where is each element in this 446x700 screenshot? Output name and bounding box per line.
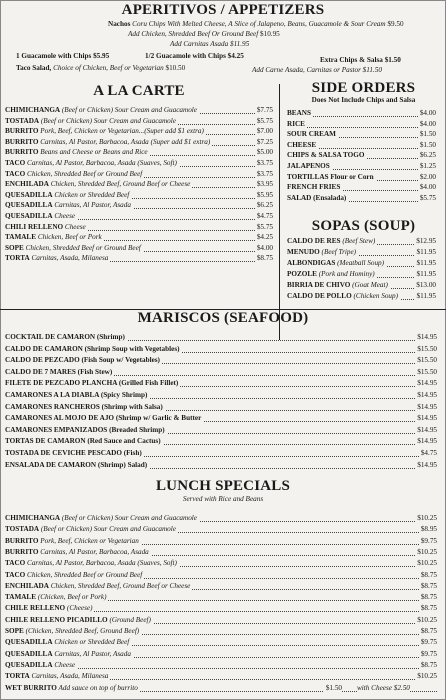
a-la-carte-title: A LA CARTE (93, 83, 185, 99)
mariscos-item (5, 426, 437, 435)
item-name: CHILE RELLENO (5, 604, 66, 613)
item-price: $5.95 (256, 190, 273, 199)
item-text (5, 537, 141, 546)
item-price: $11.95 (416, 259, 436, 267)
item-name: TAMALE (5, 593, 37, 602)
column-divider (279, 84, 280, 340)
item-name: CALDO DE PEZCADO (Fish Soup w/ Vegetables) (5, 356, 160, 365)
item-text (287, 194, 348, 203)
item-desc: (Chicken Soup) (351, 292, 399, 300)
item-desc: Chicken, Beef or Pork (36, 233, 102, 242)
item-desc: (Chicken, Beef or Pork) (36, 593, 107, 602)
item-name: JALAPENOS (287, 162, 330, 170)
item-price: $5.75 (256, 116, 273, 125)
item-text (5, 333, 127, 342)
item-text (5, 548, 151, 557)
item-name: CHIPS & SALSA TOGO (287, 151, 365, 160)
item-price: $3.75 (256, 169, 273, 178)
item-desc: (Ground Beef) (107, 615, 151, 624)
add-carne-line: Add Carne Asada, Carnitas or Pastor $11.50 (252, 66, 382, 74)
sopa-item (287, 259, 436, 268)
item-name: ENCHILADA (5, 581, 49, 590)
add-chicken-line (128, 30, 280, 39)
item-price: $8.75 (420, 581, 437, 590)
item-text (5, 604, 94, 613)
nachos-line (108, 20, 428, 29)
item-text (5, 616, 153, 625)
item-price: $6.25 (256, 201, 273, 210)
item-desc: Chicken, Shredded Beef, Ground Beef or Cheese (48, 581, 191, 590)
item-price: $13.00 (416, 281, 436, 289)
sopas-title: SOPAS (SOUP) (311, 218, 416, 234)
item-name: POZOLE (287, 270, 317, 278)
item-name: CHILI RELLENO (5, 222, 64, 231)
item-price: $5.75 (419, 193, 436, 202)
item-price: $10.25 (417, 547, 437, 556)
item-name: SALAD (Ensalada) (287, 193, 347, 202)
item-text (5, 426, 167, 435)
item-price: $9.75 (420, 536, 437, 545)
add-carnitas-line: Add Carnitas Asada $11.95 (170, 40, 250, 48)
item-desc: Chicken, Shredded Beef or Ground Beef (25, 570, 143, 579)
leader-dots (287, 118, 436, 128)
item-name: TACO (5, 570, 26, 579)
item-price: $15.50 (417, 344, 437, 353)
item-name: CHIMICHANGA (5, 514, 61, 522)
item-name: QUESADILLA (5, 660, 53, 669)
item-desc: Cheese (63, 222, 86, 231)
sopa-item (287, 248, 436, 257)
lunch-item (5, 650, 437, 659)
item-text (5, 391, 149, 400)
item-price: $14.95 (417, 414, 437, 423)
item-desc: Carnitas, Al Pastor, Asada (52, 201, 131, 210)
item-name: BURRITO (5, 536, 39, 545)
sopa-item (287, 237, 436, 246)
item-desc: (Beef or Chicken) Sour Cream and Guacamole (39, 525, 176, 534)
item-price: $7.75 (256, 106, 273, 114)
item-name: TOSTADA DE CEVICHE PESCADO (Fish) (5, 449, 142, 457)
item-text (287, 270, 377, 279)
item-desc: (Beef Stew) (340, 237, 376, 245)
lunch-item (5, 593, 437, 602)
item-desc: Chicken, Shredded Beef or Ground Beef (23, 243, 141, 252)
item-name: CALDO DE CAMARON (Shrimp Soup with Vegetables) (5, 344, 180, 353)
item-price: $7.00 (256, 127, 273, 136)
item-name: QUESADILLA (5, 190, 53, 199)
item-text (5, 461, 149, 470)
item-price: $5.00 (256, 148, 273, 157)
item-text (287, 259, 386, 268)
lunch-item (5, 559, 437, 568)
item-name: ENCHILADA (5, 180, 49, 189)
item-price: $1.50 (325, 683, 342, 692)
item-name: BEANS (287, 109, 311, 117)
item-text (287, 292, 400, 301)
item-name: TORTA (5, 672, 30, 681)
item-desc: Cheese (52, 212, 76, 220)
taco-salad-name: Taco Salad, (16, 64, 52, 72)
mariscos-item (5, 333, 437, 342)
item-price: $10.25 (417, 559, 437, 568)
item-name: MENUDO (287, 248, 320, 256)
guac-chips-full: 1 Guacamole with Chips $5.95 (16, 52, 110, 60)
item-price: $14.95 (417, 333, 437, 341)
item-name: FILETE DE PEZCADO PLANCHA (Grilled Fish Fillet) (5, 379, 179, 388)
side-order-item (287, 194, 436, 203)
item-name: TORTA (5, 254, 30, 263)
item-price: $10.25 (417, 615, 437, 624)
add-chicken-price: $10.95 (260, 30, 280, 38)
item-name: BURRITO (5, 137, 39, 146)
item-name: CHIMICHANGA (5, 106, 61, 114)
item-text (287, 248, 358, 257)
item-name: TOSTADA (5, 116, 40, 125)
item-price: $8.75 (420, 604, 437, 613)
item-extra: with Cheese $2.50 (357, 683, 410, 692)
item-price: $10.25 (417, 672, 437, 681)
guac-chips-half: 1/2 Guacamole with Chips $4.25 (145, 52, 244, 60)
item-desc: (Chicken, Shredded Beef, Ground Beef) (23, 627, 140, 635)
item-price: $4.25 (256, 233, 273, 242)
item-name: TAMALE (5, 233, 37, 242)
item-text (5, 254, 110, 263)
item-desc: (Beef Tripe) (319, 248, 357, 256)
item-name: QUESADILLA (5, 201, 53, 210)
item-name: BURRITO (5, 127, 39, 136)
item-name: SOPE (5, 243, 24, 252)
item-text (5, 684, 140, 693)
item-name: TACO (5, 169, 26, 178)
item-desc: (Beef or Chicken) Sour Cream and Guacamole (60, 514, 197, 522)
nachos-desc: Coru Chips With Melted Cheese, A Slice of Jalapeno, Beans, Guacamole & Sour Cream (132, 20, 386, 28)
item-price: $11.95 (416, 270, 436, 278)
mariscos-item (5, 379, 437, 388)
item-price: $8.75 (420, 593, 437, 602)
item-price: $5.75 (256, 222, 273, 231)
item-text (5, 345, 182, 354)
item-name: ALBONDIGAS (287, 259, 336, 267)
item-price: $8.75 (256, 254, 273, 263)
mariscos-item (5, 461, 437, 470)
item-desc: (Pork and Hominy) (316, 270, 375, 278)
item-text (5, 437, 163, 446)
item-desc: Carnitas, Asada, Milanesa (29, 254, 109, 263)
item-desc: Carnitas, Asada, Milanesa (29, 672, 109, 681)
item-text (287, 237, 377, 246)
item-name: TOSTADA (5, 525, 40, 534)
item-name: QUESADILLA (5, 638, 53, 647)
mariscos-item (5, 368, 437, 377)
item-price: $4.00 (419, 119, 436, 128)
item-text (287, 281, 390, 290)
item-price: $11.95 (416, 248, 436, 256)
lunch-item (5, 661, 437, 670)
item-name: TACO (5, 159, 26, 167)
item-name: QUESADILLA (5, 649, 53, 658)
item-name: CALDO DE RES (287, 237, 341, 245)
item-desc: Chicken, Shredded Beef, Ground Beef or Cheese (48, 180, 191, 189)
mariscos-item (5, 391, 437, 400)
taco-salad-desc: Choice of Chicken, Beef or Vegetarian (53, 64, 164, 72)
item-price: $1.50 (419, 140, 436, 149)
item-price: $1.25 (419, 162, 436, 170)
lunch-title: LUNCH SPECIALS (155, 478, 291, 494)
item-name: CALDO DE 7 MARES (Fish Stew) (5, 367, 113, 376)
item-price: $7.25 (256, 137, 273, 146)
item-desc: Cheese (52, 660, 76, 669)
item-price: $3.95 (256, 180, 273, 189)
item-text (5, 379, 180, 388)
item-desc: (Cheese) (65, 604, 93, 613)
item-desc: (Beef or Chicken) Sour Cream and Guacamole (60, 106, 197, 114)
item-price: $11.95 (416, 292, 436, 300)
item-desc: Carnitas, Al Pastor, Barbacoa, Asada (Super add $1 extra) (38, 137, 211, 146)
a-la-carte-item (5, 254, 273, 263)
mariscos-item (5, 437, 437, 446)
item-name: BURRITO (5, 148, 39, 157)
lunch-item (5, 627, 437, 636)
item-price: $8.75 (420, 660, 437, 669)
item-desc: (Beef or Chicken) Sour Cream and Guacamole (39, 116, 176, 125)
item-price: $14.95 (417, 437, 437, 446)
item-desc: Carnitas, Al Pastor, Barbacoa, Asada (Suaves, Soft) (25, 559, 177, 568)
item-text (5, 582, 192, 591)
item-text (5, 368, 114, 377)
item-name: TACO (5, 559, 26, 568)
item-price: $3.75 (256, 159, 273, 167)
item-desc: Carnitas, Al Pastor, Barbacoa, Asada (38, 547, 149, 556)
item-name: QUESADILLA (5, 212, 53, 220)
extra-chips: Extra Chips & Salsa $1.50 (320, 56, 401, 64)
lunch-item (5, 537, 437, 546)
item-desc: Carnitas, Al Pastor, Asada (52, 649, 131, 658)
sopa-item (287, 270, 436, 279)
item-text (5, 356, 162, 365)
lunch-item (5, 616, 437, 625)
lunch-item (5, 582, 437, 591)
nachos-name: Nachos (108, 20, 131, 28)
item-price: $10.25 (417, 514, 437, 522)
item-text (5, 525, 178, 534)
item-price: $2.00 (419, 172, 436, 181)
lunch-item (5, 525, 437, 534)
item-text (5, 559, 179, 568)
mariscos-item (5, 414, 437, 423)
item-name: CAMARONES A LA DIABLA (Spicy Shrimp) (5, 391, 148, 399)
item-price: $9.75 (420, 638, 437, 647)
item-name: TORTAS DE CAMARON (Red Sauce and Cactus) (5, 437, 161, 446)
lunch-item (5, 672, 437, 681)
item-text (5, 514, 199, 523)
item-desc: Pork, Beef, Chicken or Vegetarian...(Super add $1 extra) (38, 127, 204, 136)
item-desc: Chicken, Shredded Beef or Ground Beef (25, 169, 143, 178)
item-name: WET BURRITO (5, 683, 57, 692)
item-price: $8.95 (420, 525, 437, 534)
item-text (5, 661, 77, 670)
appetizers-title: APERITIVOS / APPETIZERS (121, 2, 325, 18)
item-price: $14.95 (417, 379, 437, 388)
item-price: $15.50 (417, 367, 437, 376)
item-price: $14.95 (417, 425, 437, 434)
item-price: $4.75 (256, 212, 273, 220)
lunch-subtitle: Served with Rice and Beans (182, 495, 264, 503)
mariscos-item (5, 356, 437, 365)
mariscos-item (5, 345, 437, 354)
item-name: TORTILLAS Flour or Corn (287, 172, 374, 181)
mariscos-item (5, 403, 437, 412)
item-desc: (Goat Meat) (350, 281, 388, 289)
item-price: $9.75 (420, 649, 437, 658)
item-text (5, 571, 144, 580)
item-price: $14.95 (417, 402, 437, 411)
lunch-item (5, 571, 437, 580)
add-chicken-text: Add Chicken, Shredded Beef Or Ground Beef (128, 30, 259, 38)
item-price: $8.75 (420, 627, 437, 635)
item-desc: Carnitas, Al Pastor, Barbacoa, Asada (Suaves, Soft) (25, 159, 177, 167)
item-text (5, 650, 133, 659)
item-desc: Chicken or Shredded Beef (52, 638, 130, 647)
item-name: COCKTAIL DE CAMARON (Shrimp) (5, 333, 125, 341)
sopa-item (287, 292, 436, 301)
side-orders-subtitle: Does Not Include Chips and Salsa (311, 96, 416, 104)
item-desc: (Meatball Soup) (335, 259, 385, 267)
item-name: CHEESE (287, 140, 317, 149)
mariscos-item (5, 449, 437, 458)
item-desc: Beans and Cheese or Beans and Rice (38, 148, 148, 157)
item-price: $14.95 (417, 460, 437, 469)
item-name: RICE (287, 119, 305, 128)
item-price: $14.95 (417, 391, 437, 399)
item-name: CAMARONES RANCHEROS (Shrimp with Salsa) (5, 402, 163, 411)
item-name: CAMARONES AL MOJO DE AJO (Shrimp w/ Garlic & Butter (5, 414, 202, 423)
item-text (5, 627, 141, 636)
item-price: $4.75 (420, 449, 437, 457)
item-name: CALDO DE POLLO (287, 292, 352, 300)
item-desc: Chicken or Shredded Beef (52, 190, 130, 199)
item-name: BURRITO (5, 547, 39, 556)
item-price: $4.00 (419, 183, 436, 192)
item-desc: Pork, Beef, Chicken or Vegetarian (38, 536, 139, 545)
mariscos-title: MARISCOS (SEAFOOD) (137, 310, 309, 326)
taco-salad-price: $10.50 (165, 64, 186, 72)
side-orders-title: SIDE ORDERS (311, 80, 416, 96)
item-name: SOPE (5, 627, 24, 635)
item-price: $12.95 (416, 237, 436, 245)
item-name: BIRRIA DE CHIVO (287, 281, 351, 289)
item-text (5, 638, 131, 647)
item-price: $8.75 (420, 570, 437, 579)
item-name: CAMARONES EMPANIZADOS (Breaded Shrimp) (5, 425, 165, 434)
item-name: CHILE RELLENO PICADILLO (5, 615, 108, 624)
item-price: $1.50 (419, 130, 436, 139)
lunch-item (5, 514, 437, 523)
item-price: $15.50 (417, 356, 437, 365)
item-name: ENSALADA DE CAMARON (Shrimp) Salad) (5, 460, 148, 469)
item-name: SOUR CREAM (287, 130, 336, 139)
item-price: $6.25 (419, 151, 436, 160)
nachos-price: $9.50 (387, 20, 404, 28)
item-text (5, 414, 203, 423)
item-price: $4.00 (256, 243, 273, 252)
taco-salad-line (16, 64, 185, 73)
lunch-item (5, 638, 437, 647)
item-text (5, 403, 165, 412)
item-text (5, 449, 144, 458)
lunch-item (5, 548, 437, 557)
lunch-item (5, 684, 437, 693)
item-name: FRENCH FRIES (287, 183, 341, 192)
item-desc: Add sauce on top of burrito (56, 683, 138, 692)
item-price: $4.00 (419, 109, 436, 117)
sopa-item (287, 281, 436, 290)
item-text (5, 593, 108, 602)
item-text (5, 672, 110, 681)
lunch-item (5, 604, 437, 613)
